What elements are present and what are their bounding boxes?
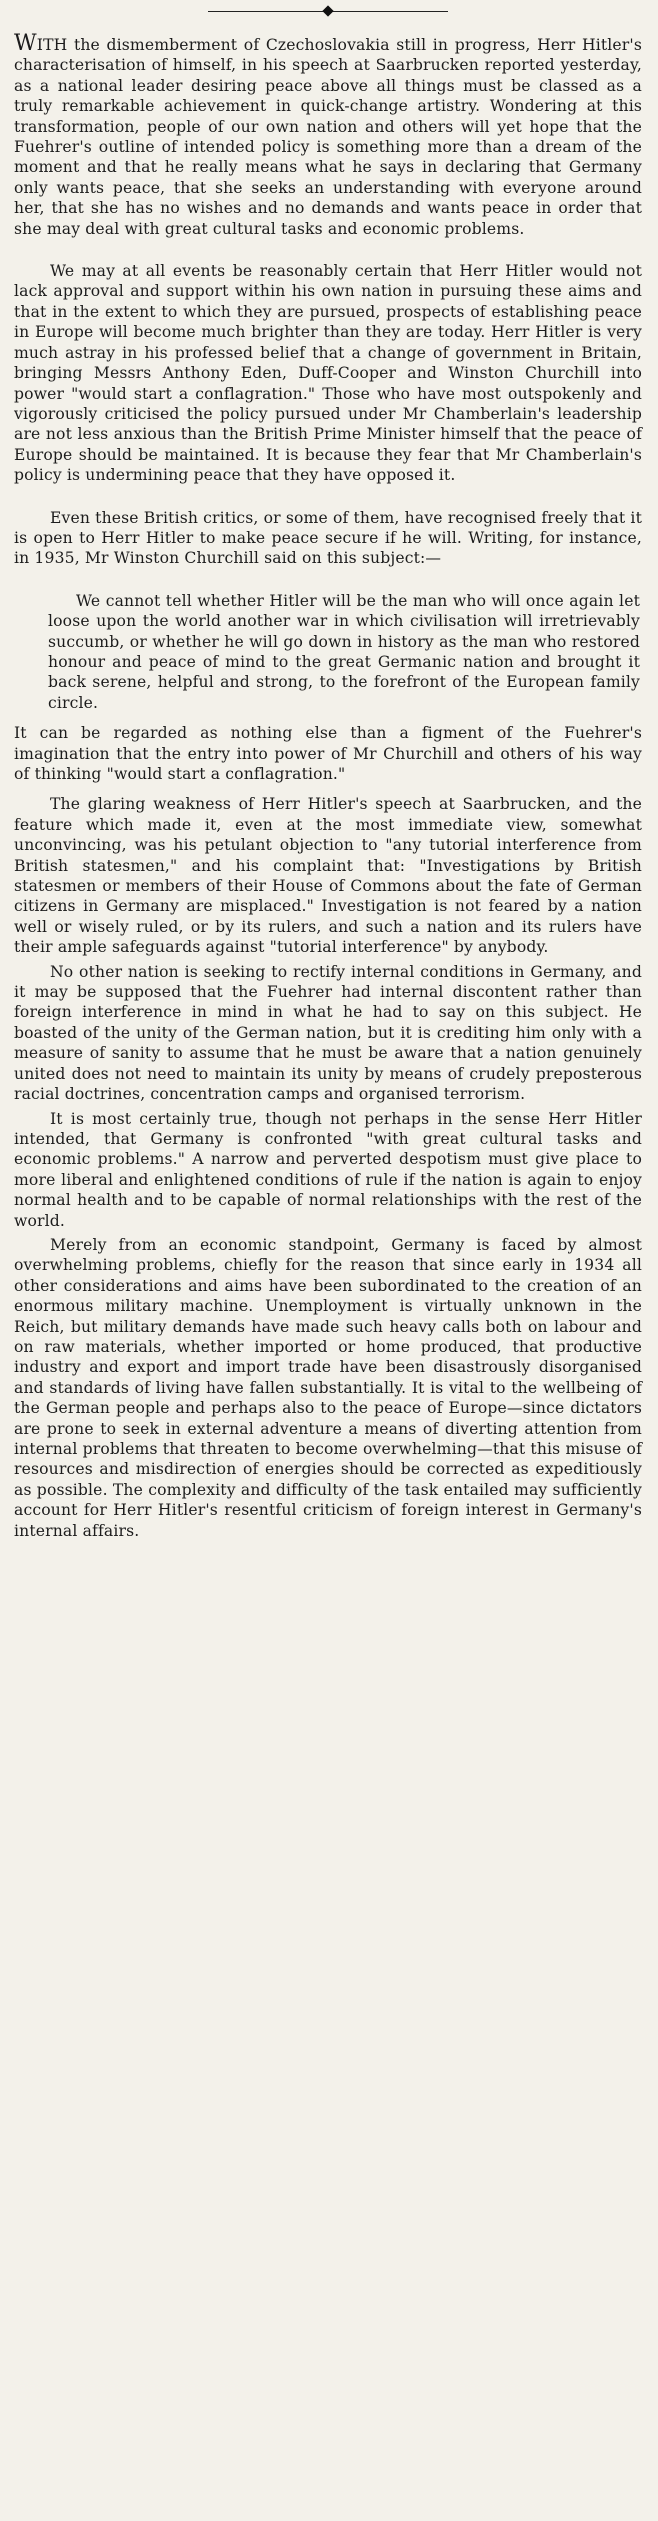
paragraph-8: Merely from an economic standpoint, Germany is faced by almost overwhelming problems, chiefly for the reason that since early in 1934 all other considerations and aims have been subordinated to the creation of an enormous military machine. Unemployment is virtually unknown in the Reich, but military demands have made such heavy calls both on labour and on raw materials, whether imported or home produced, that productive industry and export and import trade have been disastrously disorganised and standards of living have fallen substantially. It is vital to the wellbeing of the German people and perhaps also to the peace of Europe—since dictators are prone to seek in external adventure a means of diverting attention from internal problems that threaten to become overwhelming—that this misuse of resources and misdirection of energies should be corrected as expeditiously as possible. The complexity and difficulty of the task entailed may sufficiently account for Herr Hitler's resentful criticism of foreign interest in Germany's internal affairs. bbox=[14, 1235, 642, 1540]
diamond-ornament-icon bbox=[322, 5, 333, 16]
paragraph-6: No other nation is seeking to rectify internal conditions in Germany, and it may be supposed that the Fuehrer had internal discontent rather than foreign interference in mind in what he had to say on this subject. He boasted of the unity of the German nation, but it is crediting him only with a measure of sanity to assume that he must be aware that a nation genuinely united does not need to maintain its unity by means of crudely preposterous racial doctrines, concentration camps and organised terrorism. bbox=[14, 962, 642, 1104]
paragraph-5: The glaring weakness of Herr Hitler's speech at Saarbrucken, and the feature which made it, even at the most immediate view, somewhat unconvincing, was his petulant objection to "any tutorial interference from British statesmen," and his complaint that: "Investigations by British statesmen or members of their House of Commons about the fate of German citizens in Germany are misplaced." Investigation is not feared by a nation well or wisely ruled, or by its rulers, and such a nation and its rulers have their ample safeguards against "tutorial interference" by anybody. bbox=[14, 795, 642, 957]
article-body bbox=[14, 31, 642, 1541]
paragraph-4: It can be regarded as nothing else than a figment of the Fuehrer's imagination that the entry into power of Mr Churchill and others of his way of thinking "would start a conflagration." bbox=[14, 724, 642, 783]
paragraph-2: We may at all events be reasonably certain that Herr Hitler would not lack approval and support within his own nation in pursuing these aims and that in the extent to which they are pursued, prospects of establishing peace in Europe will become much brighter than they are today. Herr Hitler is very much astray in his professed belief that a change of government in Britain, bringing Messrs Anthony Eden, Duff-Cooper and Winston Churchill into power "would start a conflagration." Those who have most outspokenly and vigorously criticised the policy pursued under Mr Chamberlain's leadership are not less anxious than the British Prime Minister himself that the peace of Europe should be maintained. It is because they fear that Mr Chamberlain's policy is undermining peace that they have opposed it. bbox=[14, 262, 642, 485]
paragraph-3: Even these British critics, or some of them, have recognised freely that it is open to Herr Hitler to make peace secure if he will. Writing, for instance, in 1935, Mr Winston Churchill said on this subject:— bbox=[14, 508, 642, 568]
paragraph-7: It is most certainly true, though not perhaps in the sense Herr Hitler intended, that Germany is confronted "with great cultural tasks and economic problems." A narrow and perverted despotism must give place to more liberal and enlightened conditions of rule if the nation is again to enjoy normal health and to be capable of normal relationships with the rest of the world. bbox=[14, 1109, 642, 1230]
churchill-quotation bbox=[14, 591, 642, 713]
paragraph-1: WITH the dismemberment of Czechoslovakia still in progress, Herr Hitler's characterisation of himself, in his speech at Saarbrucken reported yesterday, as a national leader desiring peace above all things must be classed as a truly remarkable achievement in quick-change artistry. Wondering at this transformation, people of our own nation and others will yet hope that the Fuehrer's outline of intended policy is something more than a dream of the moment and that he really means what he says in declaring that Germany only wants peace, that she seeks an understanding with everyone around her, that she has no wishes and no demands and wants peace in order that she may deal with great cultural tasks and economic problems. bbox=[14, 31, 642, 238]
ornamental-rule bbox=[208, 6, 448, 18]
quotation-text: We cannot tell whether Hitler will be the man who will once again let loose upon the world another war in which civilisation will irretrievably succumb, or whether he will go down in history as the man who restored honour and peace of mind to the great Germanic nation and brought it back serene, helpful and strong, to the forefront of the European family circle. bbox=[48, 591, 640, 712]
